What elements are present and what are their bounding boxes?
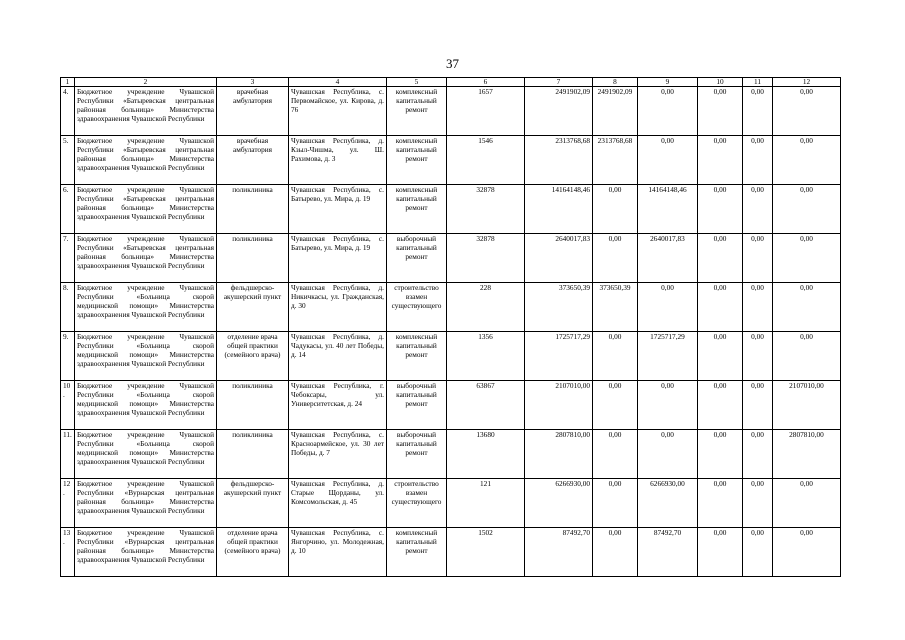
column-number-header: 1	[61, 78, 75, 87]
table-cell: 2107010,00	[773, 381, 841, 430]
table-cell: 0,00	[593, 185, 638, 234]
table-cell: 9.	[61, 332, 75, 381]
table-cell: 11.	[61, 430, 75, 479]
table-cell: Чувашская Республика, д. Никичкасы, ул. Гражданская, д. 30	[289, 283, 387, 332]
table-cell: 0,00	[638, 381, 698, 430]
table-cell: 0,00	[698, 136, 743, 185]
table-cell: 0,00	[743, 87, 773, 136]
table-cell: 0,00	[743, 528, 773, 577]
table-cell: 0,00	[638, 87, 698, 136]
table-cell: 12.	[61, 479, 75, 528]
table-cell: комплексный капитальный ремонт	[387, 332, 447, 381]
table-row	[61, 136, 841, 185]
table-cell: Чувашская Республика, с. Красноармейское, ул. 30 лет Победы, д. 7	[289, 430, 387, 479]
table-row	[61, 430, 841, 479]
table-cell: 1546	[447, 136, 525, 185]
table-cell: выборочный капитальный ремонт	[387, 381, 447, 430]
column-number-header: 11	[743, 78, 773, 87]
table-cell: 10.	[61, 381, 75, 430]
table-cell: 373650,39	[525, 283, 593, 332]
table-cell: 2491902,09	[525, 87, 593, 136]
table-cell: 0,00	[773, 87, 841, 136]
table-cell: 0,00	[698, 185, 743, 234]
table-cell: 87492,70	[638, 528, 698, 577]
table-cell: 0,00	[743, 136, 773, 185]
column-number-header: 5	[387, 78, 447, 87]
table-cell: 373650,39	[593, 283, 638, 332]
table-row	[61, 87, 841, 136]
table-cell: Чувашская Республика, с. Первомайское, ул. Кирова, д. 76	[289, 87, 387, 136]
table-cell: 1657	[447, 87, 525, 136]
table-cell: 2807810,00	[773, 430, 841, 479]
column-number-header: 4	[289, 78, 387, 87]
table-cell: 1725717,29	[525, 332, 593, 381]
table-cell: 5.	[61, 136, 75, 185]
table-cell: 0,00	[773, 234, 841, 283]
table-cell: Бюджетное учреждение Чувашской Республики «Вурнарская центральная районная больница» Министерства здравоохранения Чувашской Республики	[75, 528, 217, 577]
table-cell: 0,00	[743, 332, 773, 381]
table-cell: 0,00	[698, 87, 743, 136]
table-cell: Чувашская Республика, д. Кзыл-Чишма, ул. Ш. Рахимова, д. 3	[289, 136, 387, 185]
table-row	[61, 234, 841, 283]
table-cell: поликлиника	[217, 185, 289, 234]
table-cell: врачебная амбулатория	[217, 87, 289, 136]
table-cell: 87492,70	[525, 528, 593, 577]
table-cell: 0,00	[698, 381, 743, 430]
table-cell: 0,00	[743, 381, 773, 430]
table-cell: 4.	[61, 87, 75, 136]
table-cell: Бюджетное учреждение Чувашской Республики «Батыревская центральная районная больница» Министерства здравоохранения Чувашской Республики	[75, 234, 217, 283]
table-cell: выборочный капитальный ремонт	[387, 430, 447, 479]
table-cell: 0,00	[743, 185, 773, 234]
table-cell: 32878	[447, 234, 525, 283]
table-cell: 2491902,09	[593, 87, 638, 136]
table-cell: 0,00	[698, 283, 743, 332]
table-cell: 0,00	[743, 234, 773, 283]
table-cell: Бюджетное учреждение Чувашской Республики «Больница скорой медицинской помощи» Министерства здравоохранения Чувашской Республики	[75, 381, 217, 430]
table-cell: 6266930,00	[638, 479, 698, 528]
table-cell: 6.	[61, 185, 75, 234]
table-cell: 0,00	[638, 430, 698, 479]
table-cell: 0,00	[638, 136, 698, 185]
column-number-header: 6	[447, 78, 525, 87]
table-cell: поликлиника	[217, 234, 289, 283]
table-cell: поликлиника	[217, 430, 289, 479]
table-cell: 0,00	[593, 332, 638, 381]
table-cell: Бюджетное учреждение Чувашской Республики «Больница скорой медицинской помощи» Министерства здравоохранения Чувашской Республики	[75, 430, 217, 479]
table-cell: фельдшерско-акушерский пункт	[217, 283, 289, 332]
table-cell: 7.	[61, 234, 75, 283]
table-cell: 2313768,68	[593, 136, 638, 185]
table-cell: 2640017,83	[638, 234, 698, 283]
table-cell: 0,00	[698, 332, 743, 381]
table-cell: 14164148,46	[638, 185, 698, 234]
table-cell: Бюджетное учреждение Чувашской Республики «Больница скорой медицинской помощи» Министерства здравоохранения Чувашской Республики	[75, 283, 217, 332]
table-cell: отделение врача общей практики (семейного врача)	[217, 528, 289, 577]
table-row	[61, 283, 841, 332]
table-cell: 0,00	[698, 528, 743, 577]
table-cell: 0,00	[593, 234, 638, 283]
table-cell: 0,00	[773, 479, 841, 528]
table-cell: врачебная амбулатория	[217, 136, 289, 185]
table-cell: 2640017,83	[525, 234, 593, 283]
table-row	[61, 528, 841, 577]
table-cell: 0,00	[698, 234, 743, 283]
table-cell: 0,00	[593, 430, 638, 479]
table-cell: Бюджетное учреждение Чувашской Республики «Вурнарская центральная районная больница» Министерства здравоохранения Чувашской Республики	[75, 479, 217, 528]
table-cell: Чувашская Республика, с. Батырево, ул. Мира, д. 19	[289, 185, 387, 234]
table-cell: Чувашская Республика, г. Чебоксары, ул. Университетская, д. 24	[289, 381, 387, 430]
table-cell: Бюджетное учреждение Чувашской Республики «Батыревская центральная районная больница» Министерства здравоохранения Чувашской Республики	[75, 185, 217, 234]
page-number: 37	[446, 56, 459, 71]
table-cell: комплексный капитальный ремонт	[387, 528, 447, 577]
table-row	[61, 332, 841, 381]
column-number-header: 8	[593, 78, 638, 87]
table-cell: 0,00	[698, 430, 743, 479]
column-number-header: 10	[698, 78, 743, 87]
table-cell: Чувашская Республика, д. Чадукасы, ул. 40 лет Победы, д. 14	[289, 332, 387, 381]
table-cell: 228	[447, 283, 525, 332]
table-cell: 0,00	[743, 479, 773, 528]
table-cell: 13680	[447, 430, 525, 479]
table-cell: 2313768,68	[525, 136, 593, 185]
table-cell: 0,00	[593, 528, 638, 577]
table-cell: 0,00	[743, 283, 773, 332]
table-cell: поликлиника	[217, 381, 289, 430]
table-cell: 8.	[61, 283, 75, 332]
table-cell: комплексный капитальный ремонт	[387, 136, 447, 185]
table-cell: 0,00	[698, 479, 743, 528]
table-cell: 0,00	[743, 430, 773, 479]
column-number-header: 9	[638, 78, 698, 87]
table-cell: отделение врача общей практики (семейного врача)	[217, 332, 289, 381]
table-cell: комплексный капитальный ремонт	[387, 87, 447, 136]
table-cell: 13.	[61, 528, 75, 577]
table-row	[61, 381, 841, 430]
table-cell: комплексный капитальный ремонт	[387, 185, 447, 234]
table-cell: 0,00	[773, 528, 841, 577]
table-cell: 0,00	[773, 283, 841, 332]
table-cell: Бюджетное учреждение Чувашской Республики «Батыревская центральная районная больница» Министерства здравоохранения Чувашской Республики	[75, 136, 217, 185]
table-cell: 6266930,00	[525, 479, 593, 528]
table-cell: 121	[447, 479, 525, 528]
table-cell: 0,00	[773, 332, 841, 381]
table-row	[61, 479, 841, 528]
table-cell: Бюджетное учреждение Чувашской Республики «Батыревская центральная районная больница» Министерства здравоохранения Чувашской Республики	[75, 87, 217, 136]
table-cell: 32878	[447, 185, 525, 234]
table-cell: Бюджетное учреждение Чувашской Республики «Больница скорой медицинской помощи» Министерства здравоохранения Чувашской Республики	[75, 332, 217, 381]
table-cell: выборочный капитальный ремонт	[387, 234, 447, 283]
table-cell: Чувашская Республика, с. Янгорчино, ул. Молодежная, д. 10	[289, 528, 387, 577]
objects-table	[60, 77, 841, 577]
table-cell: 0,00	[773, 185, 841, 234]
table-cell: строительство взамен существующего	[387, 479, 447, 528]
table-cell: 14164148,46	[525, 185, 593, 234]
table-cell: строительство взамен существующего	[387, 283, 447, 332]
table-cell: Чувашская Республика, д. Старые Щорданы, ул. Комсомольская, д. 45	[289, 479, 387, 528]
table-cell: 1502	[447, 528, 525, 577]
table-cell: 1356	[447, 332, 525, 381]
table-cell: 2107010,00	[525, 381, 593, 430]
table-cell: 1725717,29	[638, 332, 698, 381]
table-cell: 0,00	[593, 381, 638, 430]
table-cell: 2807810,00	[525, 430, 593, 479]
column-number-header: 2	[75, 78, 217, 87]
table-cell: 0,00	[773, 136, 841, 185]
table-row	[61, 185, 841, 234]
table-cell: фельдшерско-акушерский пункт	[217, 479, 289, 528]
table-cell: 0,00	[638, 283, 698, 332]
table-cell: 63867	[447, 381, 525, 430]
column-number-header: 7	[525, 78, 593, 87]
table-header-row	[61, 78, 841, 87]
table-cell: Чувашская Республика, с. Батырево, ул. Мира, д. 19	[289, 234, 387, 283]
table-cell: 0,00	[593, 479, 638, 528]
column-number-header: 3	[217, 78, 289, 87]
column-number-header: 12	[773, 78, 841, 87]
